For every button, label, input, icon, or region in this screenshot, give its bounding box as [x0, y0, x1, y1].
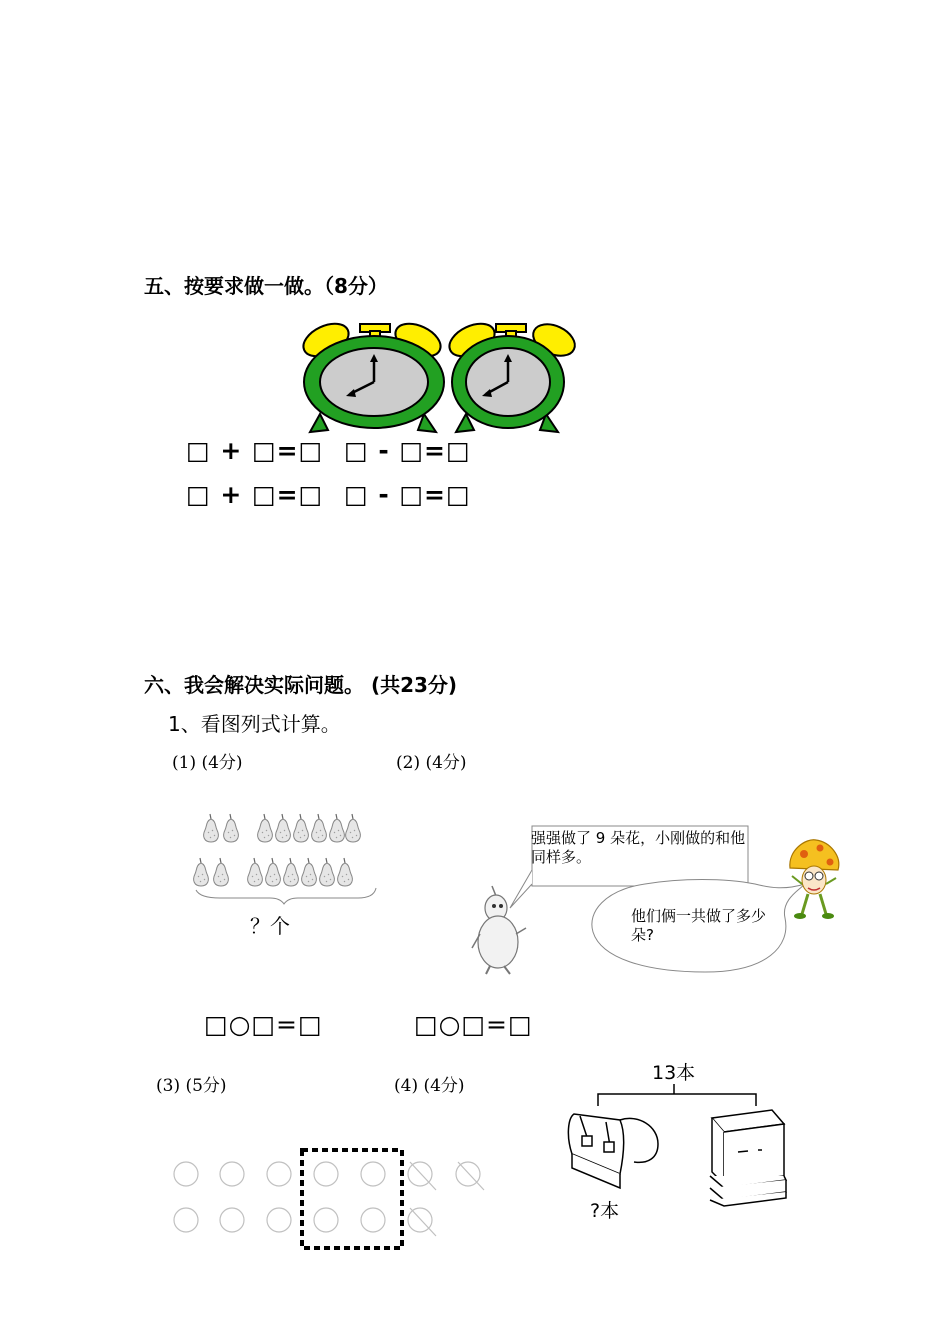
- mushroom-character: [786, 838, 842, 924]
- equation-sub-2: □ - □=□: [344, 480, 471, 509]
- equation-sub-1: □ - □=□: [344, 436, 471, 465]
- gourd-character: [470, 884, 530, 976]
- part4-total-label: 13本: [652, 1062, 696, 1084]
- part2-answer-template: □○□=□: [414, 1010, 533, 1039]
- part1-answer-template: □○□=□: [204, 1010, 323, 1039]
- alarm-clocks-illustration: [296, 318, 566, 438]
- equation-add-1: □ + □=□: [186, 436, 324, 465]
- part2-label: (2) (4分): [396, 753, 467, 773]
- question1-title: 1、看图列式计算。: [168, 712, 341, 736]
- speech-bubble-2-text: 他们俩一共做了多少朵?: [631, 907, 767, 944]
- part4-label: (4) (4分): [394, 1076, 465, 1096]
- speech-bubble-1-text: 强强做了 9 朵花，小刚做的和他同样多。: [531, 829, 746, 866]
- pears-illustration: [190, 810, 380, 900]
- section5-title: 五、按要求做一做。（8分）: [144, 274, 388, 298]
- part1-question-caption: ？个: [250, 914, 290, 938]
- section6-title: 六、我会解决实际问题。 (共23分): [144, 673, 458, 697]
- circles-diagram: [166, 1144, 496, 1254]
- part3-label: (3) (5分): [156, 1076, 227, 1096]
- part1-label: (1) (4分): [172, 753, 243, 773]
- part4-unknown-label: ?本: [590, 1200, 620, 1222]
- equation-add-2: □ + □=□: [186, 480, 324, 509]
